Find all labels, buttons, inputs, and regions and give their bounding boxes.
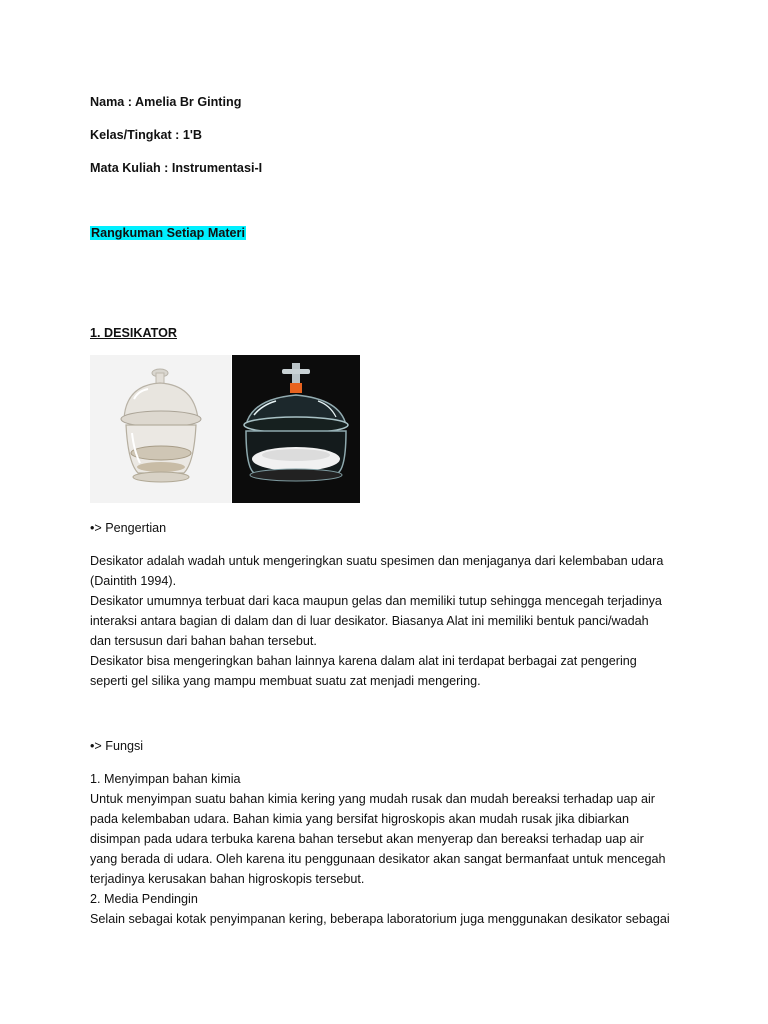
paragraph-line: Selain sebagai kotak penyimpanan kering, beberapa laboratorium juga menggunakan desikator sebagai	[90, 912, 670, 926]
paragraph-line: 2. Media Pendingin	[90, 892, 198, 906]
summary-title	[90, 223, 246, 243]
paragraph-line: pada kelembaban udara. Bahan kimia yang bersifat higroskopis akan mudah rusak jika dibiarkan	[90, 812, 630, 826]
fungsi-paragraph	[90, 769, 680, 929]
summary-title-highlight: Rangkuman Setiap Materi	[91, 226, 245, 240]
paragraph-line: seperti gel silika yang mampu membuat suatu zat menjadi mengering.	[90, 674, 481, 688]
course-name: Mata Kuliah : Instrumentasi-I	[90, 161, 263, 175]
pengertian-heading: •> Pengertian	[90, 521, 167, 535]
desikator-kaca-icon	[90, 355, 231, 503]
student-name: Nama : Amelia Br Ginting	[90, 95, 242, 109]
paragraph-line: Untuk menyimpan suatu bahan kimia kering yang mudah rusak dan mudah bereaksi terhadap uap air	[90, 792, 655, 806]
desikator-vakum-icon	[232, 355, 360, 503]
paragraph-line: 1. Menyimpan bahan kimia	[90, 772, 241, 786]
paragraph-line: Desikator bisa mengeringkan bahan lainnya karena dalam alat ini terdapat berbagai zat pengering	[90, 654, 637, 668]
fungsi-heading: •> Fungsi	[90, 739, 144, 753]
paragraph-line: interaksi antara bagian di dalam dan di luar desikator. Biasanya Alat ini memiliki bentuk panci/wadah	[90, 614, 649, 628]
pengertian-paragraph	[90, 551, 680, 691]
paragraph-line: (Daintith 1994).	[90, 574, 177, 588]
paragraph-line: Desikator adalah wadah untuk mengeringkan suatu spesimen dan menjaganya dari kelembaban udara	[90, 554, 664, 568]
paragraph-line: yang berada di udara. Oleh karena itu penggunaan desikator akan sangat bermanfaat untuk mencegah	[90, 852, 666, 866]
section-title: 1. DESIKATOR	[90, 326, 178, 340]
paragraph-line: dan tersusun dari bahan bahan tersebut.	[90, 634, 317, 648]
student-class: Kelas/Tingkat : 1'B	[90, 128, 202, 142]
paragraph-line: disimpan pada udara terbuka karena bahan tersebut akan menyerap dan bereaksi terhadap uap air	[90, 832, 644, 846]
paragraph-line: Desikator umumnya terbuat dari kaca maupun gelas dan memiliki tutup sehingga mencegah terjadinya	[90, 594, 662, 608]
paragraph-line: terjadinya kerusakan bahan higroskopis tersebut.	[90, 872, 365, 886]
